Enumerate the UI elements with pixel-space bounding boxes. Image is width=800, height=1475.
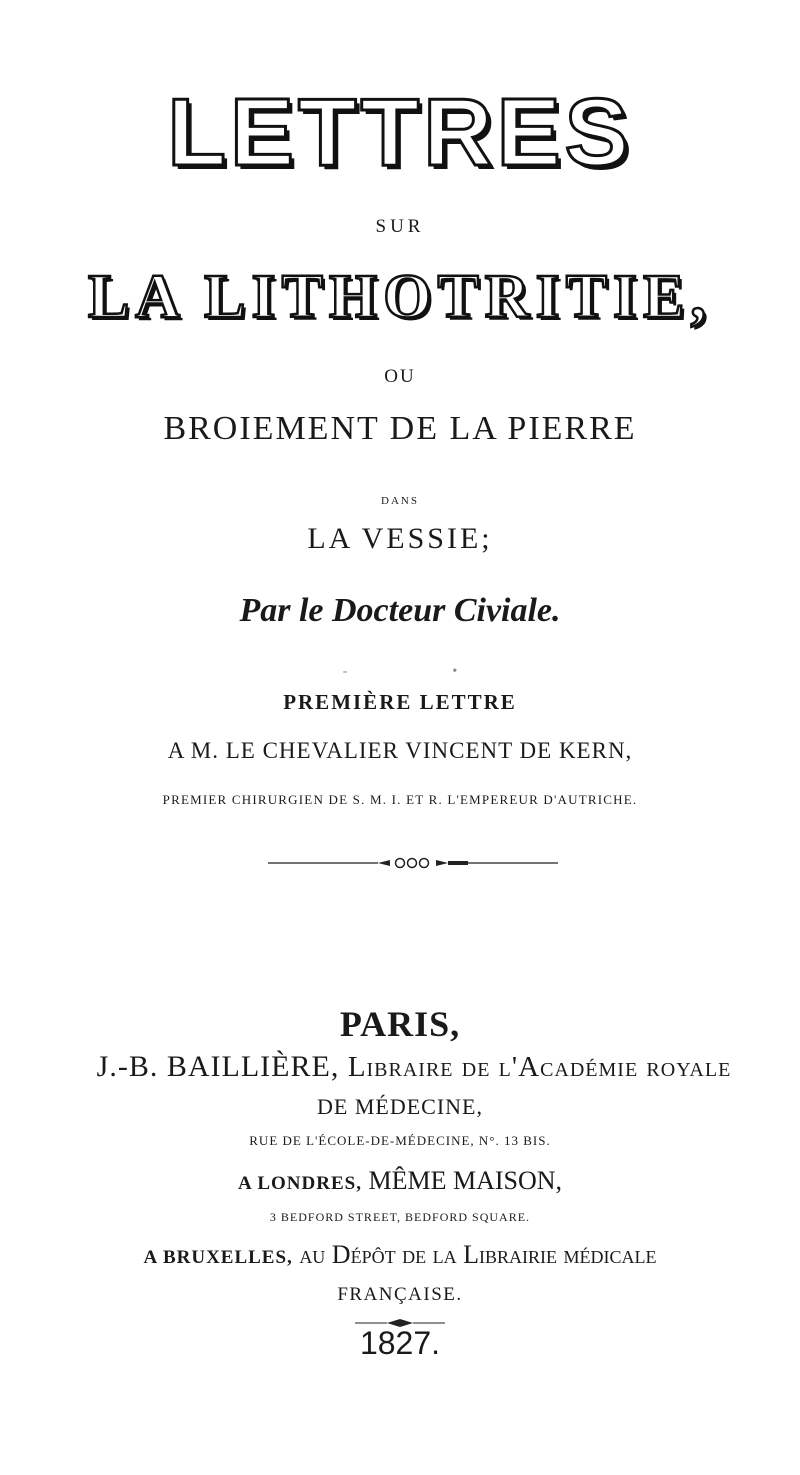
addressee-title: PREMIER CHIRURGIEN DE S. M. I. ET R. L'EMPEREUR D'AUTRICHE.	[162, 792, 638, 807]
imprint-city: PARIS,	[339, 1004, 461, 1044]
publisher-role: Libraire de l'Académie royale	[347, 1051, 732, 1083]
publisher-line	[14, 1050, 800, 1084]
brussels-text: au Dépôt de la Librairie médicale	[299, 1240, 657, 1269]
title-vessie: LA VESSIE;	[307, 522, 493, 555]
ornament-divider-icon	[268, 856, 558, 870]
brussels-text-continued: FRANÇAISE.	[337, 1284, 463, 1305]
publication-year: 1827.	[359, 1325, 441, 1361]
brussels-label: A BRUXELLES,	[143, 1247, 293, 1268]
alternate-title: BROIEMENT DE LA PIERRE	[163, 410, 637, 447]
title-connector-ou: OU	[384, 366, 416, 387]
london-text: MÊME MAISON,	[368, 1166, 563, 1195]
brussels-line	[0, 1240, 800, 1270]
main-title: LETTRES	[167, 79, 633, 186]
subject-title: LA LITHOTRITIE,	[87, 263, 713, 331]
author-line: Par le Docteur Civiale.	[239, 592, 561, 629]
london-label: A LONDRES,	[237, 1173, 362, 1194]
letter-addressee: A M. LE CHEVALIER VINCENT DE KERN,	[167, 738, 633, 763]
london-address: 3 BEDFORD STREET, BEDFORD SQUARE.	[269, 1210, 531, 1224]
publisher-name: J.-B. BAILLIÈRE,	[96, 1050, 340, 1083]
title-connector-sur: SUR	[375, 216, 425, 237]
title-connector-dans: DANS	[381, 495, 419, 507]
letter-heading: PREMIÈRE LETTRE	[283, 690, 517, 714]
london-line	[0, 1166, 800, 1196]
publisher-address: RUE DE L'ÉCOLE-DE-MÉDECINE, N°. 13 BIS.	[249, 1133, 551, 1148]
separator-dash: - •	[342, 664, 458, 679]
publisher-role-continued: DE MÉDECINE,	[317, 1094, 483, 1119]
